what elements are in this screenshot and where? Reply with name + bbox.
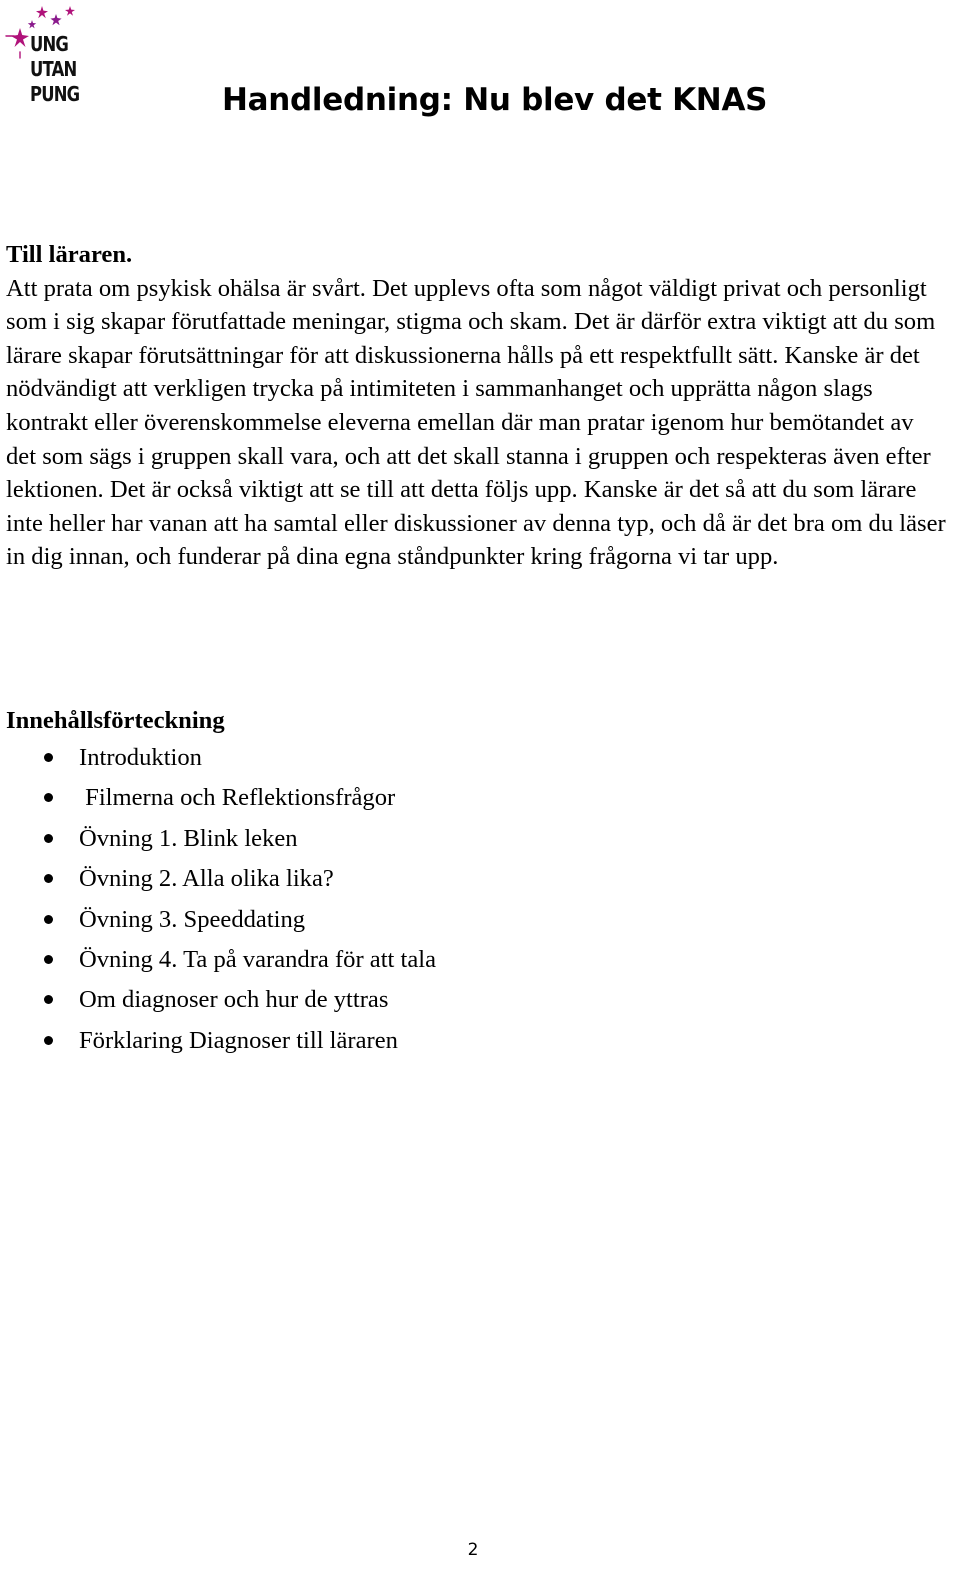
bullet-icon	[44, 834, 53, 843]
toc-item-label: Övning 1. Blink leken	[79, 824, 298, 852]
toc-item-label: Övning 3. Speeddating	[79, 905, 306, 933]
toc-item-label: Introduktion	[79, 744, 202, 771]
logo-line: UTAN	[30, 57, 77, 81]
organization-logo	[4, 2, 88, 114]
bullet-icon	[44, 915, 53, 924]
teacher-note-section	[6, 238, 946, 574]
bullet-icon	[44, 1036, 53, 1045]
bullet-icon	[44, 874, 53, 883]
teacher-note-paragraph: Att prata om psykisk ohälsa är svårt. Det upplevs ofta som något väldigt privat och personligt som i sig skapar förutfattade meningar, stigma och skam. Det är därför extra viktigt att du som lärare skapar förutsättningar för att diskussionerna hålls på ett respektfullt sätt. Kanske är det nödvändigt att verkligen trycka på intimiteten i sammanhanget och upprätta någon slags kontrakt eller överenskommelse eleverna emellan där man pratar igenom hur bemötandet av det som sägs i gruppen skall vara, och att det skall stanna i gruppen och respekteras även efter lektionen. Det är också viktigt att se till att detta följs upp. Kanske är det så att du som lärare inte heller har vanan att ha samtal eller diskussioner av denna typ, och då är det bra om du läser in dig innan, och funderar på dina egna ståndpunkter kring frågorna vi tar upp.	[6, 274, 946, 571]
toc-item-label: Övning 2. Alla olika lika?	[79, 865, 334, 893]
toc-item-label: Övning 4. Ta på varandra för att tala	[79, 945, 437, 973]
teacher-note-heading: Till läraren.	[6, 241, 133, 268]
logo-line: PUNG	[30, 82, 80, 106]
bullet-icon	[44, 793, 53, 802]
logo-wordmark	[30, 32, 79, 107]
toc-item-label: Filmerna och Reflektionsfrågor	[79, 784, 396, 812]
bullet-icon	[44, 995, 53, 1004]
page-number: 2	[467, 1540, 479, 1560]
toc-item-label: Om diagnoser och hur de yttras	[79, 986, 389, 1014]
bullet-icon	[44, 753, 53, 762]
logo-line: UNG	[30, 32, 69, 56]
bullet-icon	[44, 955, 53, 964]
toc-item-label: Förklaring Diagnoser till läraren	[79, 1026, 398, 1054]
toc-heading: Innehållsförteckning	[6, 707, 225, 734]
document-title: Handledning: Nu blev det KNAS	[222, 82, 768, 118]
